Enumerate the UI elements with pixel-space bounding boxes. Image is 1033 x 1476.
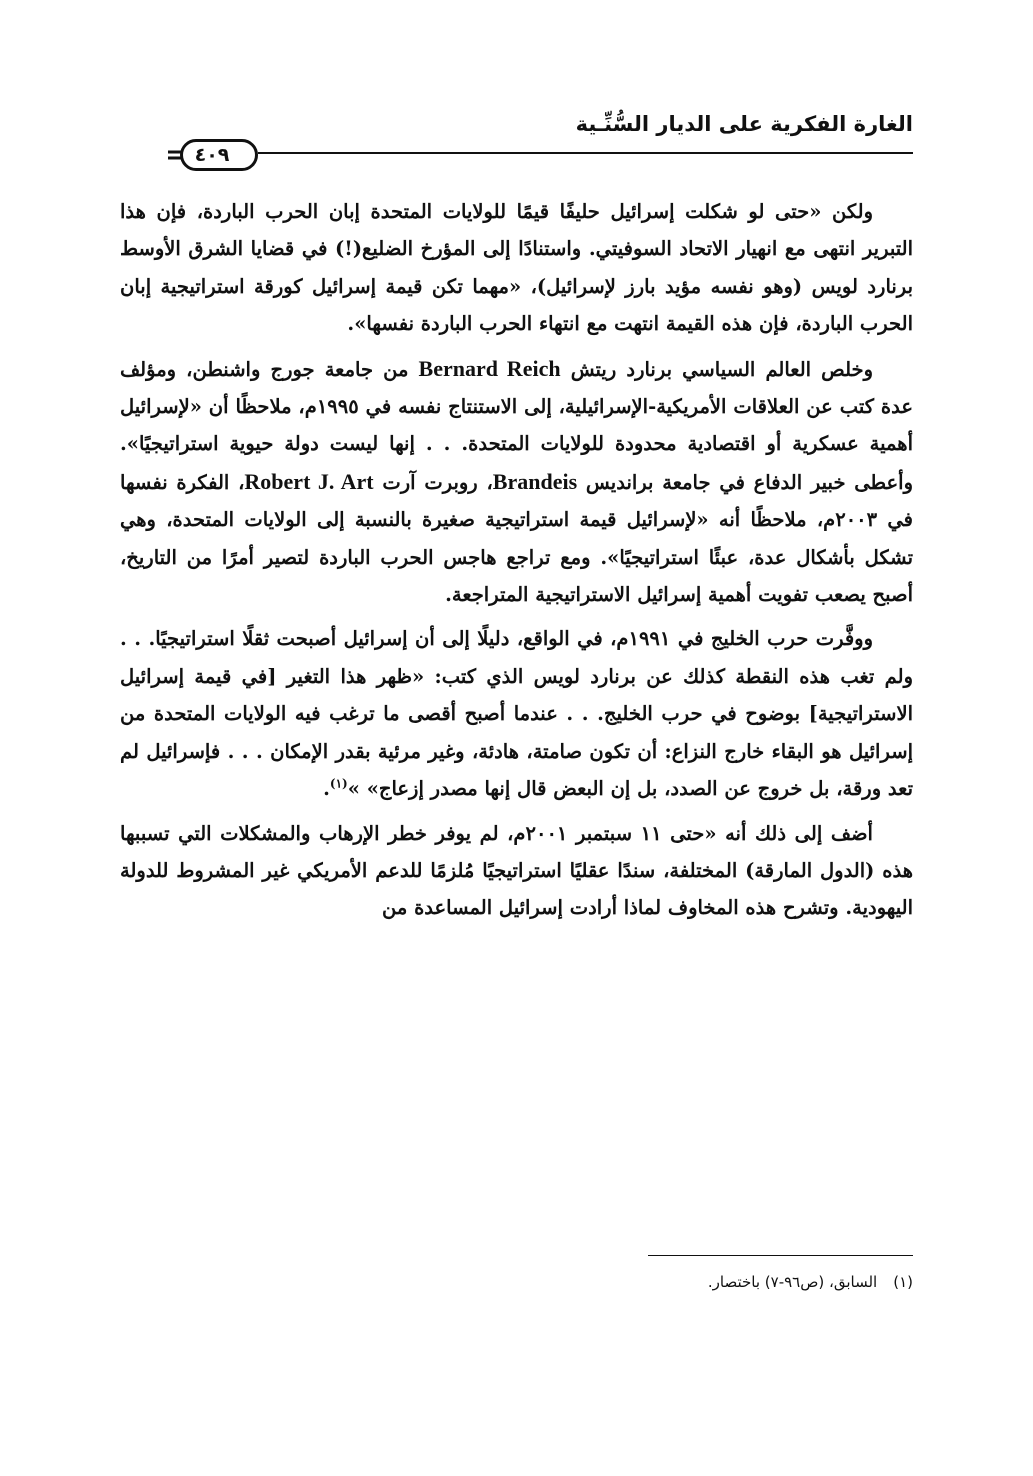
- paragraph-text: ، الفكرة نفسها في ٢٠٠٣م، ملاحظًا أنه «لإسرائيل قيمة استراتيجية صغيرة بالنسبة إلى الولايات المتحدة، وهي تشكل بأشكال عدة، عبئًا استراتيجيًا». ومع تراجع هاجس الحرب الباردة لتصير أمرًا من التاريخ، أصبح يصعب تفويت أهمية إسرائيل الاستراتيجية المتراجعة.: [120, 470, 913, 607]
- paragraph-2: [120, 350, 913, 614]
- footnote-number: (١): [893, 1273, 913, 1291]
- paragraph-text: ووفَّرت حرب الخليج في ١٩٩١م، في الواقع، دليلًا إلى أن إسرائيل أصبحت ثقلًا استراتيجيًا. . . ولم تغب هذه النقطة كذلك عن برنارد لويس الذي كتب: «ظهر هذا التغير [في قيمة إسرائيل الاستراتيجية] بوضوح في حرب الخليج. . . عندما أصبح أقصى ما ترغب فيه الولايات المتحدة من إسرائيل هو البقاء خارج النزاع: أن تكون صامتة، هادئة، وغير مرئية بقدر الإمكان . . . فإسرائيل لم تعد ورقة، بل خروج عن الصدد، بل إن البعض قال إنها مصدر إزعاج» »: [120, 627, 913, 801]
- latin-name-robert-art: Robert J. Art: [244, 468, 374, 494]
- paragraph-text: من جامعة جورج واشنطن، ومؤلف عدة كتب عن العلاقات الأمريكية-الإسرائيلية، إلى الاستنتاج نفسه في ١٩٩٥م، ملاحظًا أن «لإسرائيل أهمية عسكرية أو اقتصادية محدودة للولايات المتحدة. . . إنها ليست دولة حيوية استراتيجيًا». وأعطى خبير الدفاع في جامعة برانديس: [120, 357, 914, 494]
- paragraph-text: ولكن «حتى لو شكلت إسرائيل حليفًا قيمًا للولايات المتحدة إبان الحرب الباردة، فإن هذا التبرير انتهى مع انهيار الاتحاد السوفيتي. واستنادًا إلى المؤرخ الضليع(!) في قضايا الشرق الأوسط برنارد لويس (وهو نفسه مؤيد بارز لإسرائيل)، «مهما تكن قيمة إسرائيل كورقة استراتيجية إبان الحرب الباردة، فإن هذه القيمة انتهت مع انتهاء الحرب الباردة نفسها».: [120, 200, 913, 336]
- header-rule: [258, 152, 913, 154]
- latin-name-brandeis: Brandeis: [492, 468, 578, 494]
- paragraph-1: [120, 193, 913, 343]
- footnote-text: السابق، (ص٩٦-٧) باختصار.: [707, 1273, 878, 1291]
- paragraph-text: ، روبرت آرت: [373, 470, 493, 494]
- paragraph-text: .: [323, 777, 330, 801]
- footnote-rule: [648, 1255, 913, 1256]
- latin-name-bernard-reich: Bernard Reich: [418, 355, 561, 381]
- paragraph-4: [120, 815, 913, 927]
- paragraph-3: [120, 620, 913, 807]
- page-number: ٤٠٩: [194, 144, 230, 166]
- running-header-title: الغارة الفكرية على الديار السُّنِّـية: [575, 112, 913, 136]
- main-text: [120, 193, 913, 934]
- page-number-badge: [166, 139, 258, 171]
- footnote: [708, 1273, 913, 1291]
- paragraph-text: وخلص العالم السياسي برنارد ريتش: [560, 357, 874, 381]
- footnote-reference: (١): [329, 776, 348, 791]
- paragraph-text: أضف إلى ذلك أنه «حتى ١١ سبتمبر ٢٠٠١م، لم يوفر خطر الإرهاب والمشكلات التي تسببها هذه (الدول المارقة) المختلفة، سندًا عقليًا استراتيجيًا مُلزمًا للدعم الأمريكي غير المشروط للدولة اليهودية. وتشرح هذه المخاوف لماذا أرادت إسرائيل المساعدة من: [120, 821, 913, 920]
